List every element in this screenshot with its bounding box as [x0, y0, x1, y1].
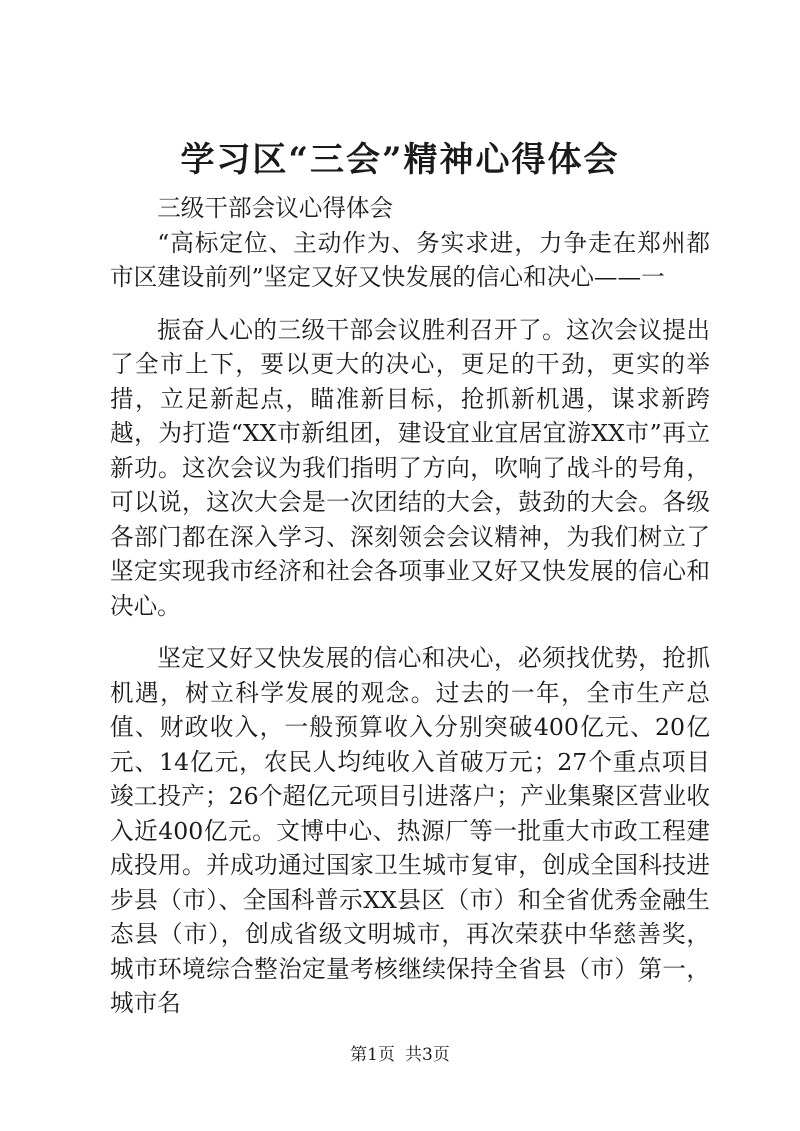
paragraph-subtitle: 三级干部会议心得体会	[157, 194, 394, 222]
paragraph-development: 坚定又好又快发展的信心和决心，必须找优势，抢抓机遇，树立科学发展的观念。过去的一年，全市生产总值、财政收入，一般预算收入分别突破400亿元、20亿元、14亿元，农民人均纯收入首破万元；27个重点项目竣工投产；26个超亿元项目引进落户；产业集聚区营业收入近400亿元。文博中心、热源厂等一批重大市政工程建成投用。并成功通过国家卫生城市复审，创成全国科技进步县（市）、全国科普示XX县区（市）和全省优秀金融生态县（市），创成省级文明城市，再次荣获中华慈善奖，城市环境综合整治定量考核继续保持全省县（市）第一，城市名	[110, 644, 710, 1017]
page-total: 共3页	[405, 1045, 450, 1065]
page-footer	[0, 1044, 800, 1066]
paragraph-slogan: “高标定位、主动作为、务实求进，力争走在郑州都市区建设前列”坚定又好又快发展的信心和决心——一	[110, 228, 710, 291]
document-title: 学习区“三会”精神心得体会	[180, 140, 620, 180]
paragraph-meeting: 振奋人心的三级干部会议胜利召开了。这次会议提出了全市上下，要以更大的决心，更足的干劲，更实的举措，立足新起点，瞄准新目标，抢抓新机遇，谋求新跨越，为打造“XX市新组团，建设宜业宜居宜游XX市”再立新功。这次会议为我们指明了方向，吹响了战斗的号角，可以说，这次大会是一次团结的大会，鼓劲的大会。各级各部门都在深入学习、深刻领会会议精神，为我们树立了坚定实现我市经济和社会各项事业又好又快发展的信心和决心。	[110, 315, 710, 620]
page-number: 第1页	[350, 1045, 395, 1065]
document-body	[110, 191, 710, 1021]
